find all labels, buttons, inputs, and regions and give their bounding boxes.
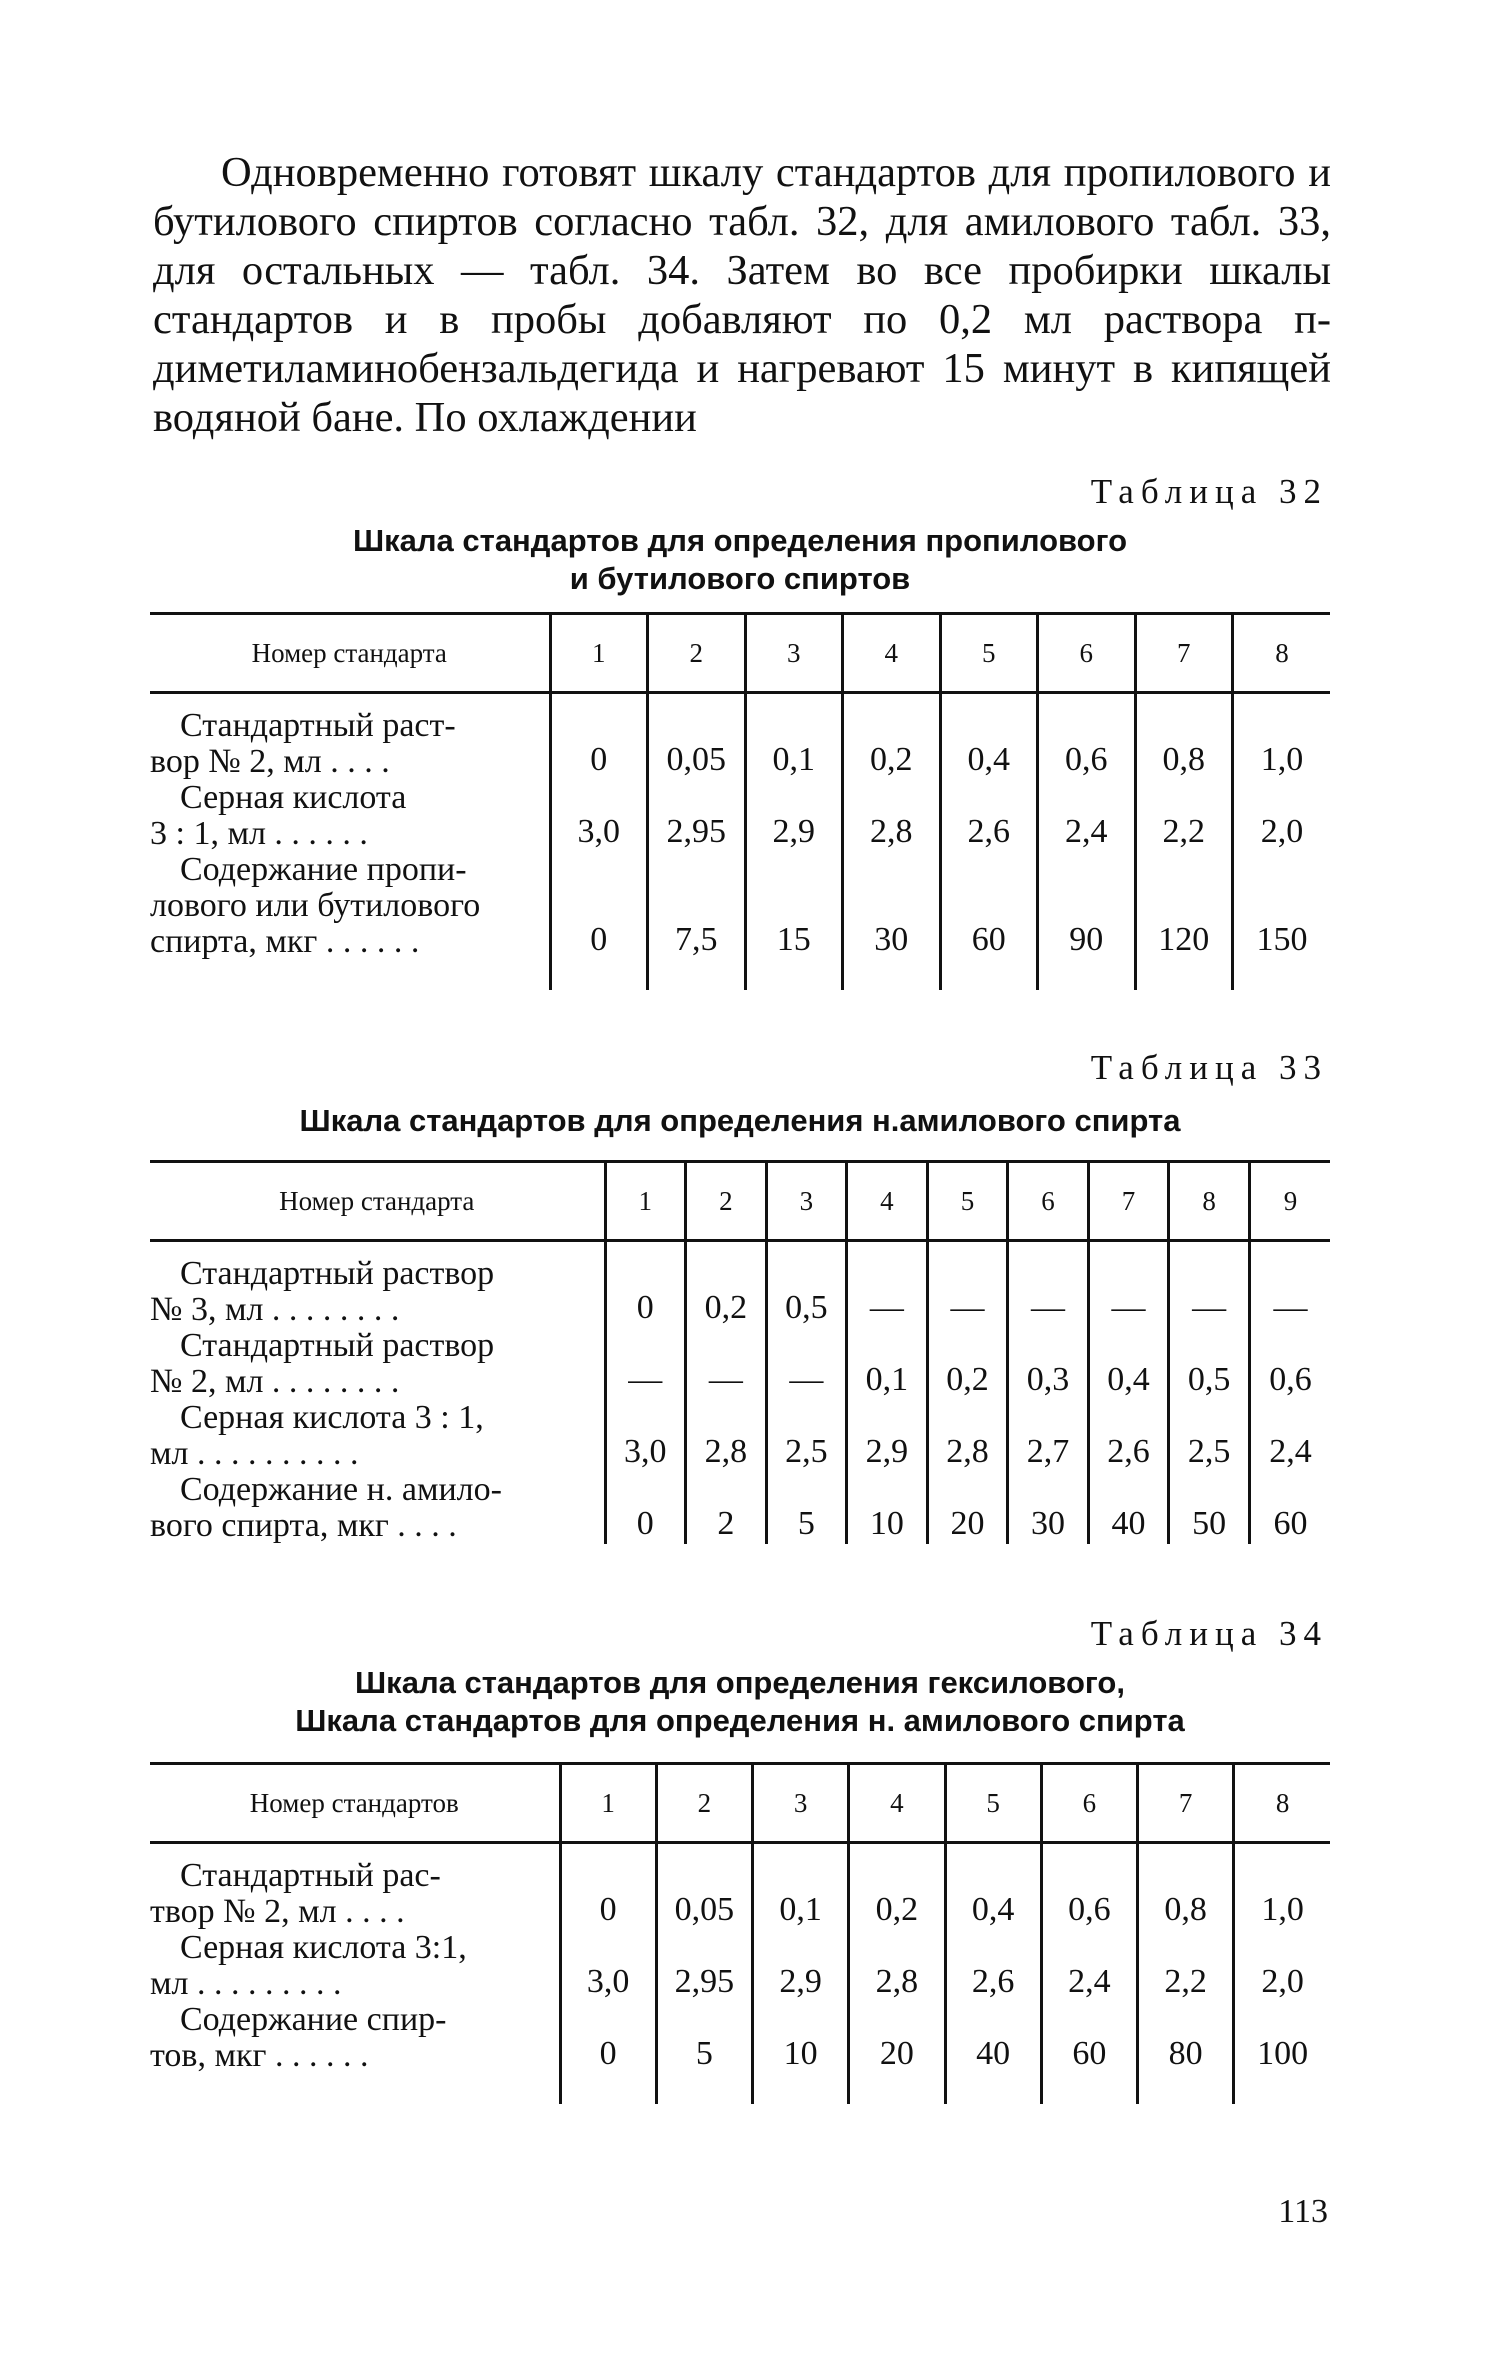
column-header: 6 xyxy=(1038,614,1136,693)
table-row xyxy=(150,1328,1330,1400)
table-cell: 0,2 xyxy=(849,1858,945,1930)
column-header: 1 xyxy=(605,1162,686,1241)
table-cell: 0,8 xyxy=(1138,1858,1234,1930)
table-cell: 20 xyxy=(849,2002,945,2074)
column-header: 3 xyxy=(753,1764,849,1843)
table-cell: 2,9 xyxy=(745,780,843,852)
table-cell: 0 xyxy=(605,1472,686,1544)
table-cell: 2,4 xyxy=(1038,780,1136,852)
table-row xyxy=(150,1400,1330,1472)
table-34-caption-line2: Шкала стандартов для определения н. амилового спирта xyxy=(295,1703,1185,1738)
table-cell: 0 xyxy=(560,2002,656,2074)
table-cell: 100 xyxy=(1234,2002,1330,2074)
table-cell: 0,8 xyxy=(1135,708,1233,780)
row-label: Стандартный рас- твор № 2, мл . . . . xyxy=(150,1857,441,1930)
table-cell: 2,6 xyxy=(940,780,1038,852)
table-cell: 30 xyxy=(843,852,941,960)
table-cell: 0 xyxy=(550,852,648,960)
table-32-caption-line1: Шкала стандартов для определения пропилового xyxy=(352,523,1128,558)
table-32 xyxy=(150,612,1330,990)
table-cell: — xyxy=(766,1328,847,1400)
table-cell: 0,05 xyxy=(656,1858,752,1930)
table-cell: 0,3 xyxy=(1008,1328,1089,1400)
table-cell: 0 xyxy=(605,1256,686,1328)
table-cell: 10 xyxy=(753,2002,849,2074)
table-cell: 2,95 xyxy=(648,780,746,852)
table-cell: 2,95 xyxy=(656,1930,752,2002)
table-cell: 60 xyxy=(1041,2002,1137,2074)
table-cell: 15 xyxy=(745,852,843,960)
table-cell: 2,2 xyxy=(1138,1930,1234,2002)
table-cell: 0,6 xyxy=(1249,1328,1330,1400)
table-32-number: Таблица 32 xyxy=(1090,472,1328,511)
table-cell: 2,8 xyxy=(849,1930,945,2002)
table-cell: 2,8 xyxy=(927,1400,1008,1472)
column-header: 1 xyxy=(550,614,648,693)
table-cell: 0,2 xyxy=(843,708,941,780)
table-row xyxy=(150,1256,1330,1328)
table-cell: 0,6 xyxy=(1041,1858,1137,1930)
table-33-number: Таблица 33 xyxy=(1090,1048,1328,1087)
table-cell: 2,2 xyxy=(1135,780,1233,852)
table-cell: 5 xyxy=(766,1472,847,1544)
column-header: 4 xyxy=(849,1764,945,1843)
table-cell: 0,05 xyxy=(648,708,746,780)
table-row xyxy=(150,2002,1330,2074)
table-cell: 60 xyxy=(940,852,1038,960)
column-header: 5 xyxy=(927,1162,1008,1241)
table-cell: 2,8 xyxy=(686,1400,767,1472)
table-cell: 2,0 xyxy=(1234,1930,1330,2002)
header-stub: Номер стандартов xyxy=(150,1764,560,1843)
table-cell: 0,1 xyxy=(745,708,843,780)
table-cell: 0 xyxy=(560,1858,656,1930)
table-cell: — xyxy=(605,1328,686,1400)
table-cell: 90 xyxy=(1038,852,1136,960)
table-cell: 80 xyxy=(1138,2002,1234,2074)
table-cell: 1,0 xyxy=(1234,1858,1330,1930)
body-paragraph: Одновременно готовят шкалу стандартов для пропилового и бутилового спиртов согласно табл. 32, для амилового табл. 33, для остальных — табл. 34. Затем во все пробирки шкалы стандартов и в пробы добавляют по 0,2 мл раствора п-диметиламинобензальдегида и нагревают 15 минут в кипящей водяной бане. По охлаждении xyxy=(153,149,1331,441)
table-cell: 2 xyxy=(686,1472,767,1544)
column-header: 1 xyxy=(560,1764,656,1843)
page-number: 113 xyxy=(1278,2193,1328,2230)
table-row xyxy=(150,708,1330,780)
table-33-caption: Шкала стандартов для определения н.амилового спирта xyxy=(299,1103,1181,1138)
row-label: Серная кислота 3 : 1, мл . . . . . . xyxy=(150,779,407,852)
table-32-caption xyxy=(150,522,1330,598)
table-cell: 2,4 xyxy=(1249,1400,1330,1472)
row-label: Стандартный раствор № 3, мл . . . . . . . . xyxy=(150,1255,495,1328)
column-header: 8 xyxy=(1234,1764,1330,1843)
column-header: 7 xyxy=(1088,1162,1169,1241)
table-32-caption-line2: и бутилового спиртов xyxy=(569,561,911,596)
table-cell: 0,5 xyxy=(1169,1328,1250,1400)
column-header: 5 xyxy=(945,1764,1041,1843)
column-header: 2 xyxy=(686,1162,767,1241)
table-cell: 0,6 xyxy=(1038,708,1136,780)
table-cell: 1,0 xyxy=(1233,708,1331,780)
header-stub: Номер стандарта xyxy=(150,614,550,693)
table-cell: 0,5 xyxy=(766,1256,847,1328)
column-header: 5 xyxy=(940,614,1038,693)
table-34-caption xyxy=(150,1664,1330,1740)
column-header: 8 xyxy=(1169,1162,1250,1241)
column-header: 7 xyxy=(1135,614,1233,693)
column-header: 8 xyxy=(1233,614,1331,693)
table-cell: 5 xyxy=(656,2002,752,2074)
column-header: 7 xyxy=(1138,1764,1234,1843)
table-34 xyxy=(150,1762,1330,2104)
column-header: 4 xyxy=(847,1162,928,1241)
table-cell: 0,4 xyxy=(940,708,1038,780)
table-cell: 40 xyxy=(945,2002,1041,2074)
table-header-row xyxy=(150,614,1330,693)
table-cell: — xyxy=(686,1328,767,1400)
table-cell: 3,0 xyxy=(560,1930,656,2002)
table-34-caption-line1: Шкала стандартов для определения гексилового, xyxy=(355,1665,1125,1700)
table-cell: 2,8 xyxy=(843,780,941,852)
table-33 xyxy=(150,1160,1330,1544)
table-row xyxy=(150,1858,1330,1930)
table-cell: 10 xyxy=(847,1472,928,1544)
table-cell: 20 xyxy=(927,1472,1008,1544)
table-cell: — xyxy=(847,1256,928,1328)
column-header: 6 xyxy=(1008,1162,1089,1241)
table-cell: 50 xyxy=(1169,1472,1250,1544)
header-stub: Номер стандарта xyxy=(150,1162,605,1241)
table-cell: — xyxy=(1169,1256,1250,1328)
column-header: 2 xyxy=(648,614,746,693)
table-cell: 0 xyxy=(550,708,648,780)
table-cell: 2,9 xyxy=(753,1930,849,2002)
table-cell: 120 xyxy=(1135,852,1233,960)
table-cell: 2,6 xyxy=(945,1930,1041,2002)
table-cell: — xyxy=(1008,1256,1089,1328)
table-header-row xyxy=(150,1162,1330,1241)
row-label: Стандартный раствор № 2, мл . . . . . . . . xyxy=(150,1327,495,1400)
table-cell: 2,5 xyxy=(766,1400,847,1472)
table-cell: 2,4 xyxy=(1041,1930,1137,2002)
table-cell: 0,1 xyxy=(753,1858,849,1930)
row-label: Содержание спир- тов, мкг . . . . . . xyxy=(150,2001,447,2074)
table-cell: 0,4 xyxy=(1088,1328,1169,1400)
table-cell: 2,0 xyxy=(1233,780,1331,852)
table-cell: — xyxy=(1249,1256,1330,1328)
row-label: Содержание пропи- лового или бутилового спирта, мкг . . . . . . xyxy=(150,851,481,960)
table-cell: 0,1 xyxy=(847,1328,928,1400)
table-cell: 2,5 xyxy=(1169,1400,1250,1472)
table-row xyxy=(150,852,1330,960)
row-label: Серная кислота 3:1, мл . . . . . . . . . xyxy=(150,1929,467,2002)
column-header: 3 xyxy=(766,1162,847,1241)
table-cell: 3,0 xyxy=(550,780,648,852)
table-cell: — xyxy=(1088,1256,1169,1328)
column-header: 6 xyxy=(1041,1764,1137,1843)
table-cell: 2,9 xyxy=(847,1400,928,1472)
table-cell: 60 xyxy=(1249,1472,1330,1544)
column-header: 3 xyxy=(745,614,843,693)
row-label: Стандартный раст- вор № 2, мл . . . . xyxy=(150,707,456,780)
table-cell: 30 xyxy=(1008,1472,1089,1544)
table-cell: 0,2 xyxy=(686,1256,767,1328)
table-cell: 150 xyxy=(1233,852,1331,960)
table-cell: 40 xyxy=(1088,1472,1169,1544)
column-header: 9 xyxy=(1249,1162,1330,1241)
table-cell: 2,6 xyxy=(1088,1400,1169,1472)
table-row xyxy=(150,780,1330,852)
table-cell: 2,7 xyxy=(1008,1400,1089,1472)
row-label: Содержание н. амило- вого спирта, мкг . . . . xyxy=(150,1471,502,1544)
column-header: 4 xyxy=(843,614,941,693)
table-header-row xyxy=(150,1764,1330,1843)
row-label: Серная кислота 3 : 1, мл . . . . . . . . . . xyxy=(150,1399,484,1472)
column-header: 2 xyxy=(656,1764,752,1843)
table-cell: 7,5 xyxy=(648,852,746,960)
table-row xyxy=(150,1930,1330,2002)
table-cell: 0,2 xyxy=(927,1328,1008,1400)
table-row xyxy=(150,1472,1330,1544)
table-cell: — xyxy=(927,1256,1008,1328)
table-34-number: Таблица 34 xyxy=(1090,1614,1328,1653)
table-cell: 3,0 xyxy=(605,1400,686,1472)
table-cell: 0,4 xyxy=(945,1858,1041,1930)
